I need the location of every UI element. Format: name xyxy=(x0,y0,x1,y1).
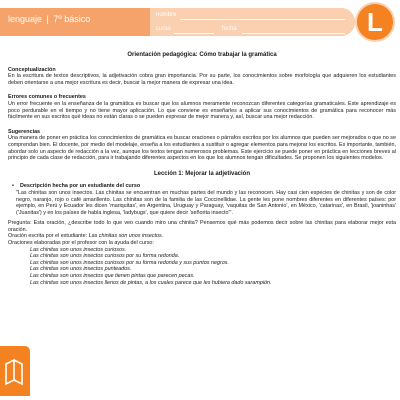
section-heading: Sugerencias xyxy=(8,128,41,135)
subject-badge-icon xyxy=(355,2,395,42)
curso-field[interactable] xyxy=(174,33,214,34)
student-sentence-line xyxy=(8,233,396,240)
section-text: En la escritura de textos descriptivos, la adjetivación cobra gran importancia. Por su parte, los conocimientos sobre morfología que adquieren los estudiantes deben orientarse a una mejor escritura es decir, buscar la mejor manera de expresar una idea. xyxy=(8,73,396,86)
question-text: Pregunta: Esta oración, ¿describe todo lo que veo cuando miro una chinita? Pensemos qué más podemos decir sobre las chinitas para elaborar mejor esta oración. xyxy=(8,220,396,233)
list-item: Las chinitas son unos insectos que tienen pintas que parecen pecas. xyxy=(30,273,195,280)
lesson-title: Lección 1: Mejorar la adjetivación xyxy=(153,170,251,177)
grade-label: 7º básico xyxy=(53,14,91,24)
bullet-heading: • Descripción hecha por un estudiante del curso xyxy=(8,183,396,190)
list-item: Las chinitas son unos insectos curiosos por su forma redonda. xyxy=(30,253,180,260)
example-list xyxy=(30,247,396,287)
section-heading: Errores comunes o frecuentes xyxy=(8,94,86,101)
section-conceptualizacion xyxy=(8,67,396,87)
document-title: Orientación pedagógica: Cómo trabajar la gramática xyxy=(127,52,277,58)
page-header xyxy=(0,0,400,44)
book-icon xyxy=(0,346,30,396)
list-item: Las chinitas son unos insectos llenos de pintas, a los cuales parece que les hubiera dado sarampión. xyxy=(30,279,272,286)
list-item: Las chinitas son unos insectos curiosos por su forma redonda y sus puntos negros. xyxy=(30,259,229,266)
section-sugerencias xyxy=(8,129,396,162)
document-body xyxy=(8,52,396,286)
subject-grade: lenguaje | 7º básico xyxy=(8,14,91,24)
section-heading: Conceptualización xyxy=(8,66,56,73)
list-item: Las chinitas son unos insectos punteados. xyxy=(30,266,132,273)
section-errores xyxy=(8,94,396,120)
student-sentence: Las chinitas son unos insectos. xyxy=(88,233,164,240)
section-text: Una manera de poner en práctica los conocimientos de gramática es buscar oraciones o párrafos escritos por los alumnos que pueden ser mejorados o que no se comprendan bien. El docente, por medio del modelaje, enseña a los estudiantes a sustituir o agregar elementos para mejorar los escritos. Es importante, también, abordar solo un aspecto de redacción a la vez, aunque los textos tengan numerosos problemas. Este ejercicio se puede poner en práctica en lecciones breves al principio de cada clase de redacción, para ir trabajando diferentes aspectos en los que los alumnos tengan dificultades. Se proponen los siguientes modelos. xyxy=(8,135,396,162)
section-text: Un error frecuente en la enseñanza de la gramática es buscar que los alumnos meramente reconozcan diferentes categorías gramaticales. Este aprendizaje es poco perdurable en el tiempo y no tiene mayor aplicación. Lo que conviene es enseñarles a aplicar sus conocimientos de gramática para reconocer más fácilmente en sus escritos qué ideas no están claras o se pueden expresar de mejor manera y, así, buscar una mejor redacción. xyxy=(8,100,396,121)
fecha-label: fecha xyxy=(222,26,237,32)
nombre-label: nombre xyxy=(156,12,177,18)
badge-letter: L xyxy=(367,7,383,37)
list-item: Las chinitas son unos insectos curiosos. xyxy=(30,246,127,253)
fecha-field[interactable] xyxy=(242,33,345,34)
header-band-fields xyxy=(150,8,355,36)
student-sentence-prefix: Oración escrita por el estudiante: xyxy=(8,233,89,240)
teacher-intro: Oraciones elaboradas por el profesor con la ayuda del curso: xyxy=(8,240,154,247)
nombre-field[interactable] xyxy=(180,19,345,20)
subject-label: lenguaje xyxy=(8,14,43,24)
student-description: "Las chinitas son unos insectos. Las chinitas se encuentran en muchas partes del mundo y las reconocen. Hay casi cien especies de chinitas y son de color negro, naranjo, rojo o café amarillento. Las chinitas son de la familia de las Coccinellidae. La gente les pone nombres diferentes en diferentes países: por ejemplo, en Perú y Ecuador les dicen 'mariquitas', en Argentina, Uruguay y Paraguay, 'vaquitas de San Antonio', en México, 'catarinas', en Brasil, 'joaninhas' ('Juanitas') y en los países de habla inglesa, 'ladybugs', que quiere decir 'señorita insecto'". xyxy=(16,189,396,216)
curso-label: curso xyxy=(156,26,171,32)
